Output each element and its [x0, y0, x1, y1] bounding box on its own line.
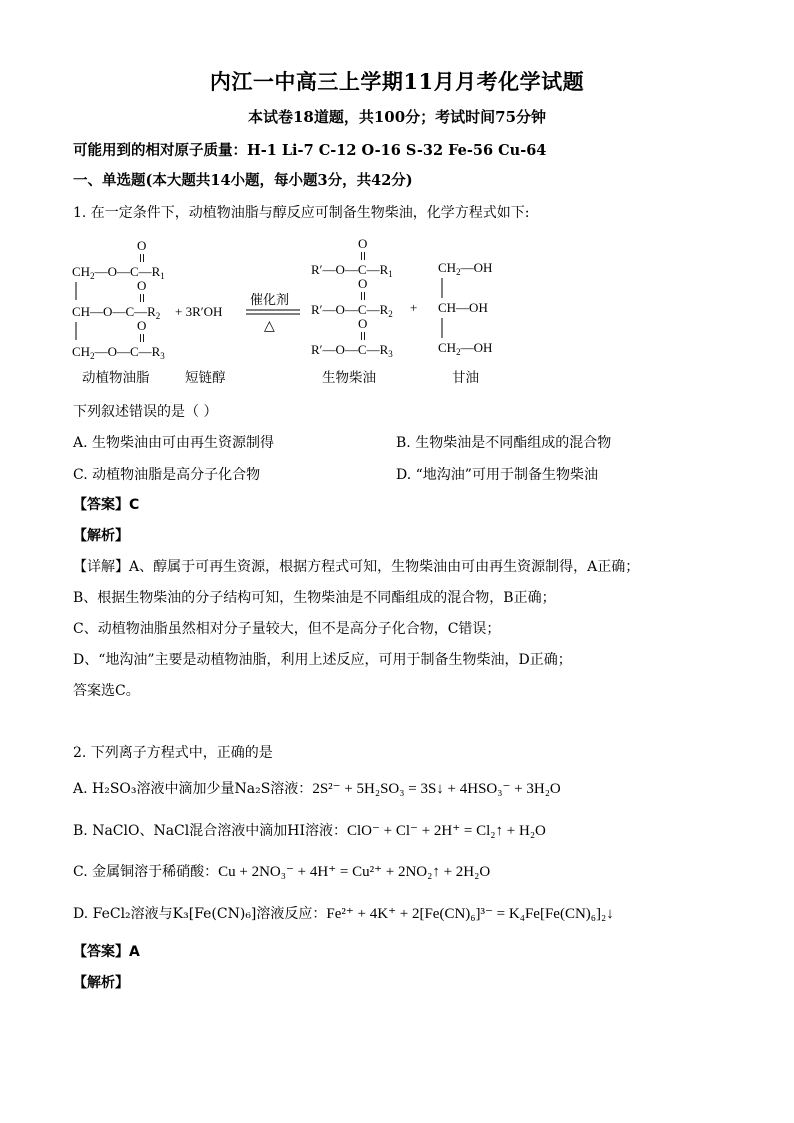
- q1-option-d: D. “地沟油”可用于制备生物柴油: [396, 467, 598, 483]
- q1-detail-4: D、“地沟油”主要是动植物油脂，利用上述反应，可用于制备生物柴油，D正确；: [73, 652, 572, 668]
- q1-option-c: C. 动植物油脂是高分子化合物: [73, 467, 261, 483]
- q2-stem: 2. 下列离子方程式中，正确的是: [73, 745, 273, 761]
- glycerol-row-1: $CH_2—OH$: [438, 260, 493, 277]
- biodiesel-o-2: O: [358, 276, 368, 291]
- q2-option-d-equation: Fe²⁺ + 4K⁺ + 2[Fe(CN)₆]³⁻ = K₄Fe[Fe(CN)₆]₂↓: [326, 906, 614, 922]
- fat-row-1: $CH_2—O—C—R_1$: [72, 264, 165, 281]
- q1-option-b: B. 生物柴油是不同酯组成的混合物: [396, 435, 612, 451]
- q2-option-c-equation: Cu + 2NO₃⁻ + 4H⁺ = Cu²⁺ + 2NO₂↑ + 2H₂O: [218, 864, 491, 880]
- q2-option-b: [73, 822, 546, 840]
- fat-row-3: $CH_2—O—C—R_3$: [72, 344, 165, 361]
- exam-info: 本试卷18道题，共100分；考试时间75分钟: [247, 108, 547, 126]
- q2-analysis-text: 【解析】: [73, 975, 129, 991]
- biodiesel-o-3: O: [358, 316, 368, 331]
- biodiesel-row-3: $R'—O—C—R_3$: [311, 342, 393, 359]
- catalyst-label: 催化剂: [250, 293, 290, 308]
- reaction-scheme: [60, 232, 520, 392]
- q2-answer: [73, 943, 140, 961]
- q1-stem: 1. 在一定条件下，动植物油脂与醇反应可制备生物柴油，化学方程式如下:: [73, 205, 530, 221]
- q1-option-a: A. 生物柴油由可由再生资源制得: [73, 435, 275, 451]
- carbonyl-o-2: O: [137, 278, 147, 293]
- q1-question: 下列叙述错误的是（ ）: [73, 404, 218, 420]
- q1-answer: [73, 496, 139, 514]
- q2-answer-text: 【答案】A: [73, 944, 140, 960]
- q1-detail-1: 【详解】A、醇属于可再生资源，根据方程式可知，生物柴油由可由再生资源制得，A正确；: [73, 559, 640, 575]
- q2-option-b-equation: ClO⁻ + Cl⁻ + 2H⁺ = Cl₂↑ + H₂O: [346, 823, 546, 839]
- q2-option-c-prefix: C. 金属铜溶于稀硝酸：: [73, 864, 219, 880]
- carbonyl-o-3: O: [137, 318, 147, 333]
- q1-detail-2: B、根据生物柴油的分子结构可知，生物柴油是不同酯组成的混合物，B正确；: [73, 590, 556, 606]
- q2-option-c: [73, 863, 490, 881]
- q1-conclusion: 答案选C。: [73, 683, 140, 699]
- biodiesel-o-1: O: [358, 236, 368, 251]
- q1-analysis-text: 【解析】: [73, 528, 129, 544]
- fat-row-2: $CH—O—C—R_2$: [72, 304, 161, 321]
- glycerol-row-2: CH—OH: [438, 300, 488, 315]
- q2-option-d: [73, 905, 614, 923]
- q1-analysis: [73, 527, 129, 545]
- carbonyl-o-1: O: [137, 238, 147, 253]
- glycerol-caption: 甘油: [452, 370, 479, 386]
- q2-analysis: [73, 974, 129, 992]
- q2-option-a: [73, 780, 561, 798]
- plus-sign: +: [410, 300, 418, 315]
- q2-option-b-prefix: B. NaClO、NaCl混合溶液中滴加HI溶液：: [73, 823, 347, 839]
- q2-option-a-equation: 2S²⁻ + 5H₂SO₃ = 3S↓ + 4HSO₃⁻ + 3H₂O: [312, 781, 561, 797]
- heat-symbol: △: [264, 319, 275, 334]
- q1-answer-text: 【答案】C: [73, 497, 140, 513]
- fat-caption: 动植物油脂: [82, 370, 150, 386]
- alcohol-caption: 短链醇: [185, 370, 226, 386]
- alcohol-formula: + 3R′OH: [175, 304, 223, 319]
- biodiesel-row-2: $R'—O—C—R_2$: [311, 302, 393, 319]
- q1-detail-3: C、动植物油脂虽然相对分子量较大，但不是高分子化合物，C错误；: [73, 621, 501, 637]
- biodiesel-row-1: $R'—O—C—R_1$: [311, 262, 393, 279]
- q2-option-a-prefix: A. H₂SO₃溶液中滴加少量Na₂S溶液：: [73, 781, 313, 797]
- q2-option-d-prefix: D. FeCl₂溶液与K₃[Fe(CN)₆]溶液反应：: [73, 906, 327, 922]
- atomic-masses: 可能用到的相对原子质量：H-1 Li-7 C-12 O-16 S-32 Fe-56 Cu-64: [73, 142, 547, 159]
- section-heading: 一、单选题(本大题共14小题，每小题3分，共42分): [73, 172, 413, 189]
- glycerol-row-3: $CH_2—OH$: [438, 340, 493, 357]
- biodiesel-caption: 生物柴油: [322, 370, 376, 386]
- page-title: 内江一中高三上学期11月月考化学试题: [209, 69, 585, 94]
